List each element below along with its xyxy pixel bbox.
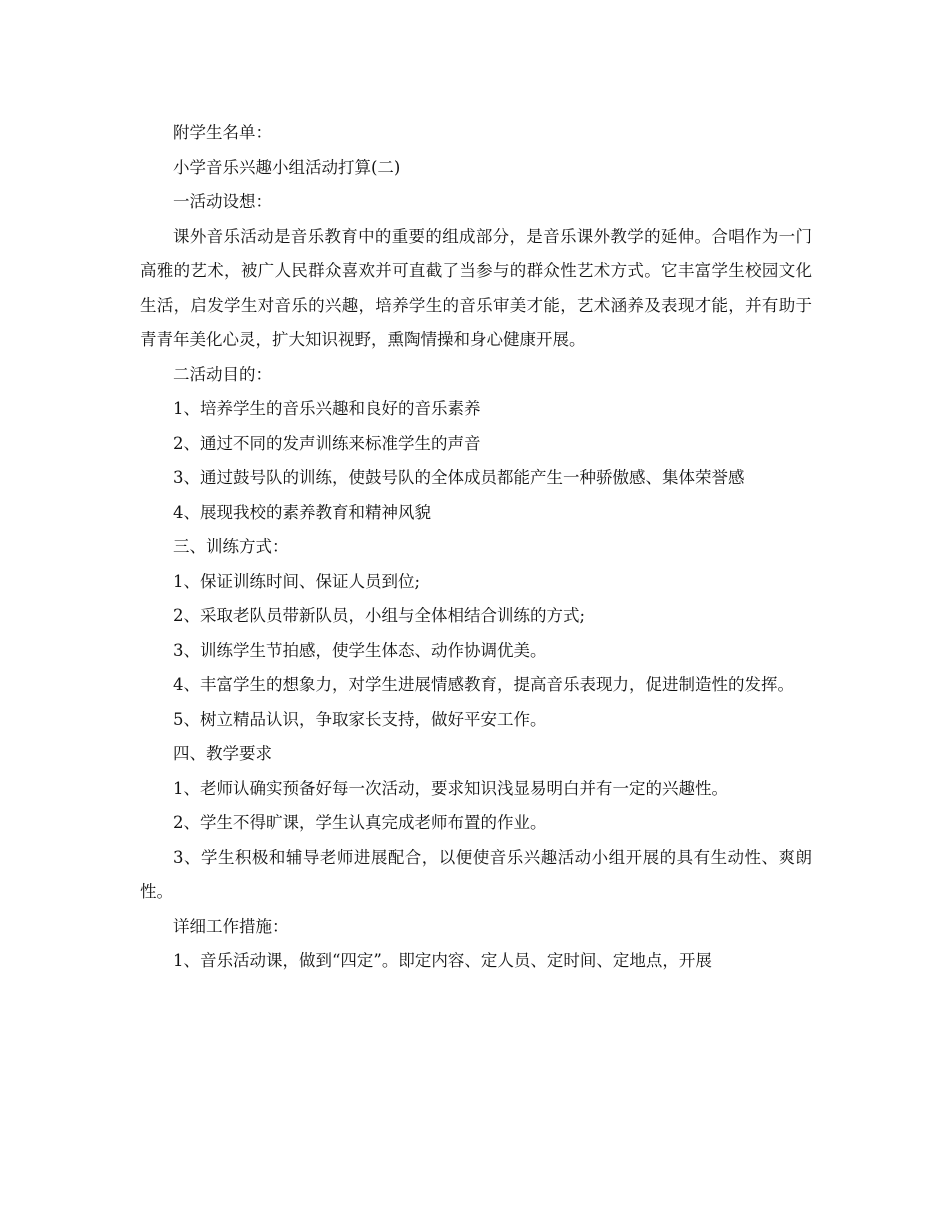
paragraph-plan-title: 小学音乐兴趣小组活动打算(二) [173, 157, 401, 177]
method-item-3: 3、训练学生节拍感，使学生体态、动作协调优美。 [173, 640, 547, 660]
requirement-item-2: 2、学生不得旷课，学生认真完成老师布置的作业。 [173, 813, 547, 832]
paragraph-activity-concept: 课外音乐活动是音乐教育中的重要的组成部分，是音乐课外教学的延伸。合唱作为一门高雅的艺术，被广人民群众喜欢并可直截了当参与的群众性艺术方式。它丰富学生校园文化生活，启发学生对音乐的兴趣，培养学生的音乐审美才能，艺术涵养及表现才能，并有助于青青年美化心灵，扩大知识视野，熏陶情操和身心健康开展。 [140, 226, 812, 349]
heading-activity-purpose: 二活动目的： [173, 364, 272, 384]
requirement-item-1: 1、老师认确实预备好每一次活动，要求知识浅显易明白并有一定的兴趣性。 [173, 778, 728, 798]
purpose-item-3: 3、通过鼓号队的训练，使鼓号队的全体成员都能产生一种骄傲感、集体荣誉感 [173, 468, 745, 487]
document-body [140, 116, 812, 979]
purpose-item-1: 1、培养学生的音乐兴趣和良好的音乐素养 [173, 399, 481, 418]
measure-item-1: 1、音乐活动课，做到“四定”。即定内容、定人员、定时间、定地点，开展 [173, 951, 712, 970]
requirement-item-3: 3、学生积极和辅导老师进展配合，以便使音乐兴趣活动小组开展的具有生动性、爽朗性。 [140, 847, 812, 901]
purpose-item-2: 2、通过不同的发声训练来标准学生的声音 [173, 433, 481, 453]
purpose-item-4: 4、展现我校的素养教育和精神风貌 [173, 502, 431, 522]
heading-training-methods: 三、训练方式： [173, 537, 289, 556]
method-item-1: 1、保证训练时间、保证人员到位; [173, 571, 421, 591]
heading-teaching-requirements: 四、教学要求 [173, 744, 272, 763]
heading-work-measures: 详细工作措施： [173, 916, 289, 936]
heading-activity-concept: 一活动设想： [173, 192, 272, 211]
method-item-4: 4、丰富学生的想象力，对学生进展情感教育，提高音乐表现力，促进制造性的发挥。 [173, 675, 794, 694]
paragraph-attachment-list: 附学生名单： [173, 123, 272, 142]
method-item-2: 2、采取老队员带新队员，小组与全体相结合训练的方式; [173, 606, 586, 625]
method-item-5: 5、树立精品认识，争取家长支持，做好平安工作。 [173, 709, 547, 729]
